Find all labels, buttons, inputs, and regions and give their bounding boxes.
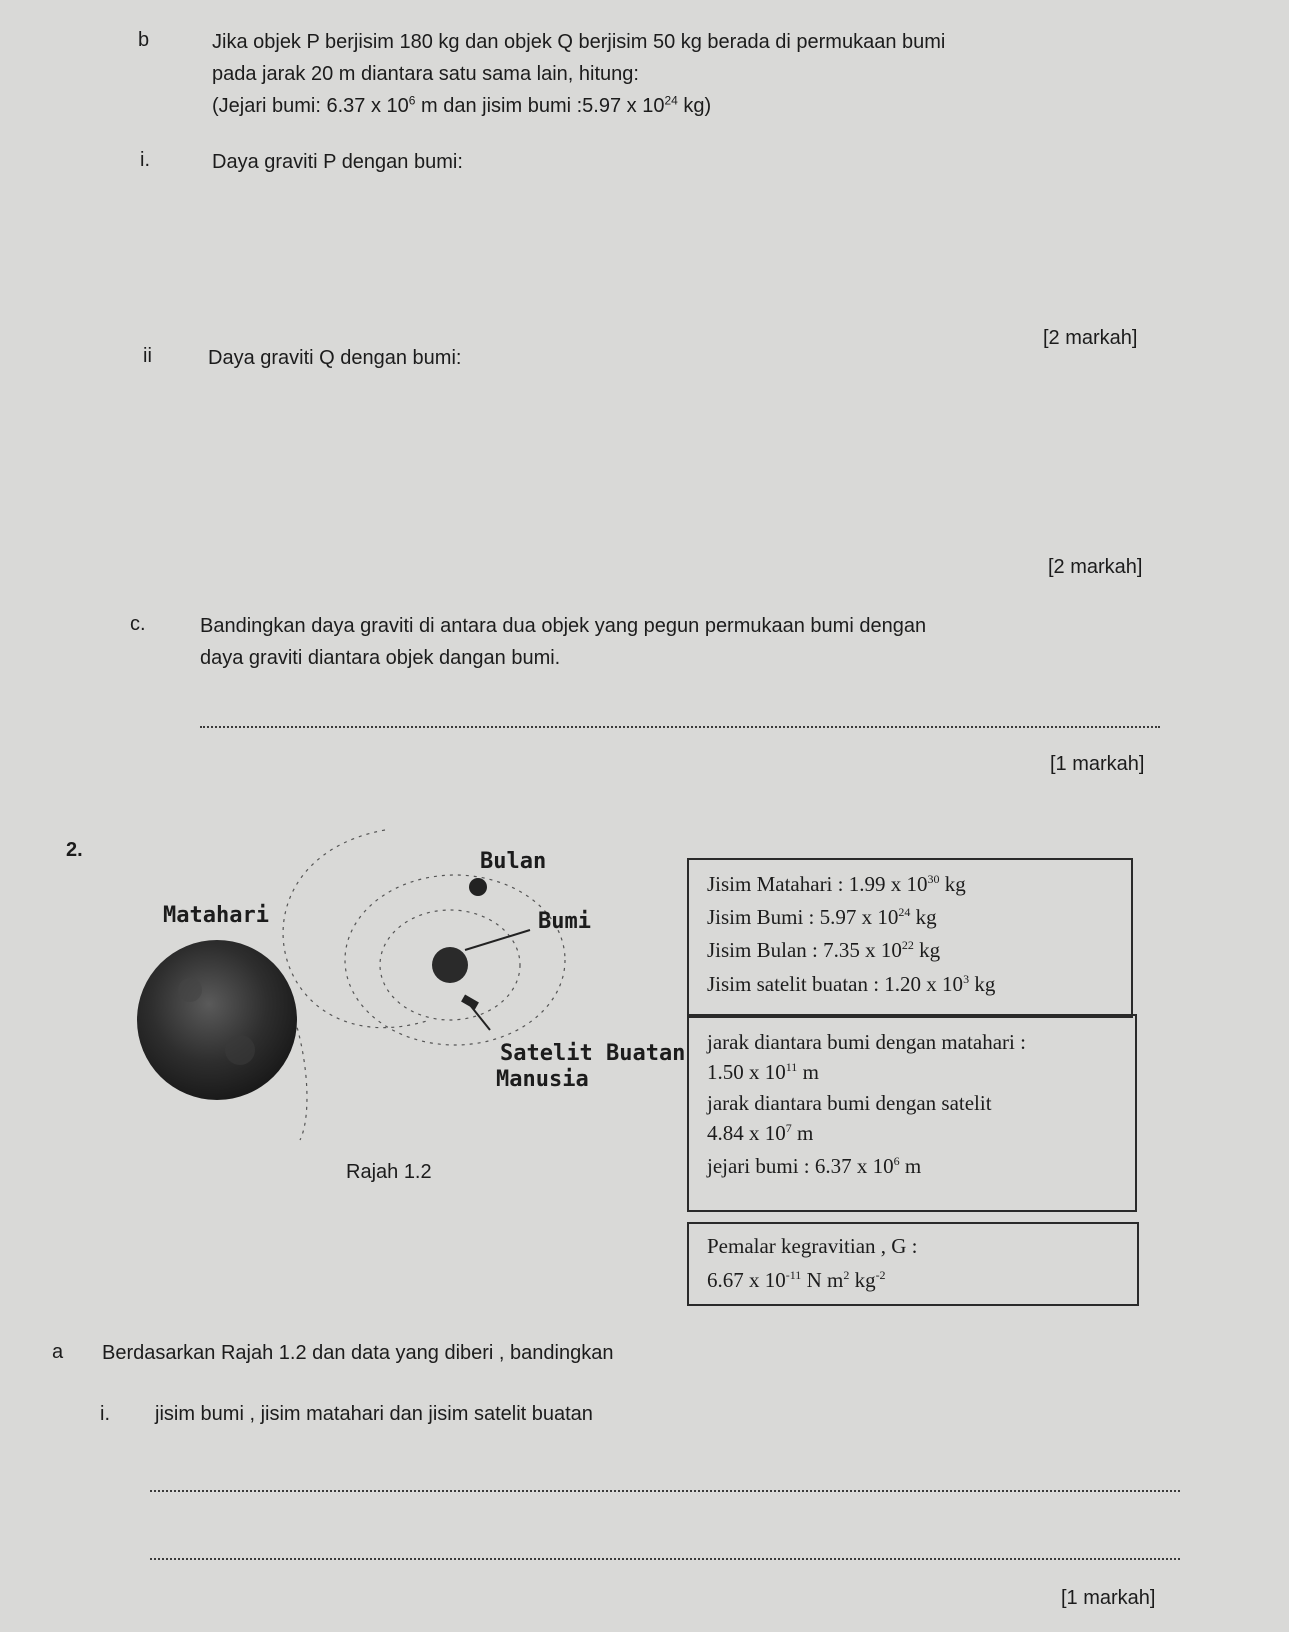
- data-row-sun-mass: Jisim Matahari : 1.99 x $10^{30}$ kg: [707, 872, 966, 896]
- earth-icon: [432, 947, 468, 983]
- moon-icon: [469, 878, 487, 896]
- sun-icon: [137, 940, 297, 1100]
- satellite-pointer: [470, 1005, 490, 1030]
- data-row-sun-distance-label: jarak diantara bumi dengan matahari :: [707, 1030, 1026, 1054]
- q1b-line1: Jika objek P berjisim 180 kg dan objek Q berjisim 50 kg berada di permukaan bumi: [212, 31, 946, 53]
- constant-value: 6.67 x $10^{-11}$ N $m^2$ $kg^{-2}$: [707, 1268, 886, 1292]
- data-row-satellite-distance-label: jarak diantara bumi dengan satelit: [707, 1091, 992, 1115]
- sub-i-marks: [2 markah]: [1043, 327, 1138, 349]
- q2a-i-text: jisim bumi , jisim matahari dan jisim satelit buatan: [155, 1403, 593, 1425]
- matahari-label: Matahari: [163, 903, 269, 928]
- q1b-line3: (Jejari bumi: 6.37 x $10^6$ m dan jisim bumi :5.97 x $10^{24}$ kg): [212, 93, 712, 117]
- q2a-text: Berdasarkan Rajah 1.2 dan data yang diberi , bandingkan: [102, 1342, 614, 1364]
- answer-line[interactable]: [150, 1558, 1180, 1560]
- sub-i-label: i.: [140, 149, 150, 171]
- question-label-c: c.: [130, 613, 146, 635]
- data-row-earth-radius: jejari bumi : 6.37 x $10^6$ m: [707, 1154, 922, 1178]
- manusia-label: Manusia: [496, 1067, 589, 1092]
- question-label-b: b: [138, 29, 150, 51]
- q2a-i-label: i.: [100, 1403, 110, 1425]
- q2a-i-marks: [1 markah]: [1061, 1587, 1156, 1609]
- sub-i-question: Daya graviti P dengan bumi:: [212, 151, 463, 173]
- constant-label: Pemalar kegravitian , G :: [707, 1234, 918, 1258]
- satelit-label: Satelit Buatan: [500, 1041, 686, 1066]
- data-row-satellite-mass: Jisim satelit buatan : 1.20 x $10^3$ kg: [707, 972, 996, 996]
- question-number-2: 2.: [66, 839, 83, 861]
- solar-system-diagram: [120, 820, 680, 1150]
- answer-line[interactable]: [200, 726, 1160, 728]
- bulan-label: Bulan: [480, 849, 547, 874]
- q1c-line1: Bandingkan daya graviti di antara dua objek yang pegun permukaan bumi dengan: [200, 615, 927, 637]
- q1c-marks: [1 markah]: [1050, 753, 1145, 775]
- q2a-label: a: [52, 1341, 64, 1363]
- sub-ii-marks: [2 markah]: [1048, 556, 1143, 578]
- data-row-moon-mass: Jisim Bulan : 7.35 x $10^{22}$ kg: [707, 938, 941, 962]
- data-row-sun-distance: 1.50 x $10^{11}$ m: [707, 1060, 819, 1084]
- sub-ii-label: ii: [143, 345, 152, 367]
- data-row-earth-mass: Jisim Bumi : 5.97 x $10^{24}$ kg: [707, 905, 937, 929]
- q1c-line2: daya graviti diantara objek dangan bumi.: [200, 647, 561, 669]
- satellite-icon: [461, 995, 479, 1010]
- bumi-label: Bumi: [538, 909, 591, 934]
- sub-ii-question: Daya graviti Q dengan bumi:: [208, 347, 462, 369]
- q1b-line2: pada jarak 20 m diantara satu sama lain, hitung:: [212, 63, 639, 85]
- diagram-caption: Rajah 1.2: [346, 1161, 432, 1183]
- answer-line[interactable]: [150, 1490, 1180, 1492]
- data-row-satellite-distance: 4.84 x $10^7$ m: [707, 1121, 814, 1145]
- orbit-arc: [295, 1020, 307, 1140]
- bumi-pointer: [465, 930, 530, 950]
